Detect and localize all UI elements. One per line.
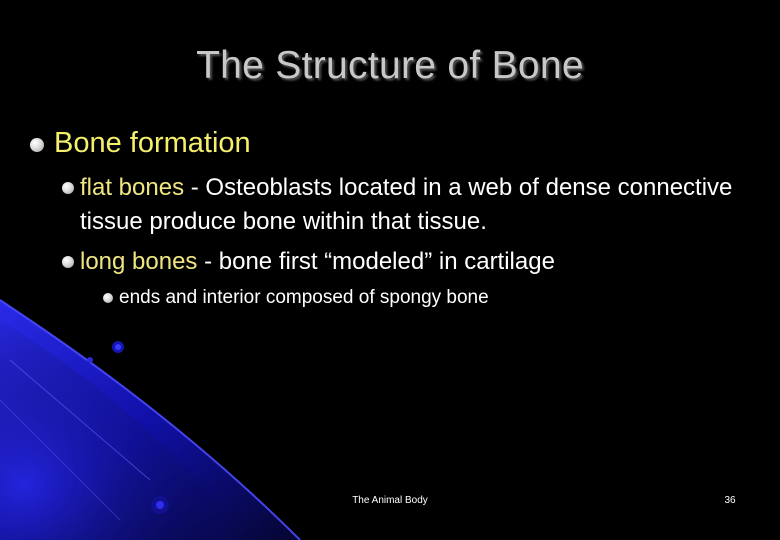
- bullet-description: - Osteoblasts located in a web of dense connective tissue produce bone within that tissue.: [80, 174, 733, 235]
- decor-node-2-core: [156, 501, 164, 509]
- page-number: 36: [724, 495, 736, 506]
- bullet-term: long bones: [80, 248, 198, 275]
- bullet-dot-icon: [62, 256, 74, 268]
- bullet-flat-bones: [62, 171, 762, 239]
- bullet-text: [80, 171, 762, 239]
- bullet-dot-icon: [62, 182, 74, 194]
- bullet-bone-formation: [30, 127, 251, 160]
- subbullet-ends: [103, 286, 489, 310]
- subbullet-term: ends: [119, 287, 161, 308]
- subbullet-text: [119, 286, 489, 310]
- bullet-dot-icon: [30, 138, 44, 152]
- bullet-text: [80, 245, 555, 279]
- decor-node-3: [87, 357, 93, 363]
- decor-node-1-core: [115, 344, 121, 350]
- subbullet-description: and interior composed of spongy bone: [160, 287, 489, 308]
- footer-title: The Animal Body: [352, 495, 428, 506]
- bullet-description: - bone first “modeled” in cartilage: [197, 248, 555, 275]
- heading-text: Bone formation: [54, 127, 251, 159]
- blue-glow-shape: [0, 320, 250, 540]
- bullet-long-bones: [62, 245, 762, 279]
- bullet-dot-icon: [103, 293, 113, 303]
- slide-title: The Structure of Bone: [196, 44, 584, 87]
- bullet-term: flat bones: [80, 174, 185, 201]
